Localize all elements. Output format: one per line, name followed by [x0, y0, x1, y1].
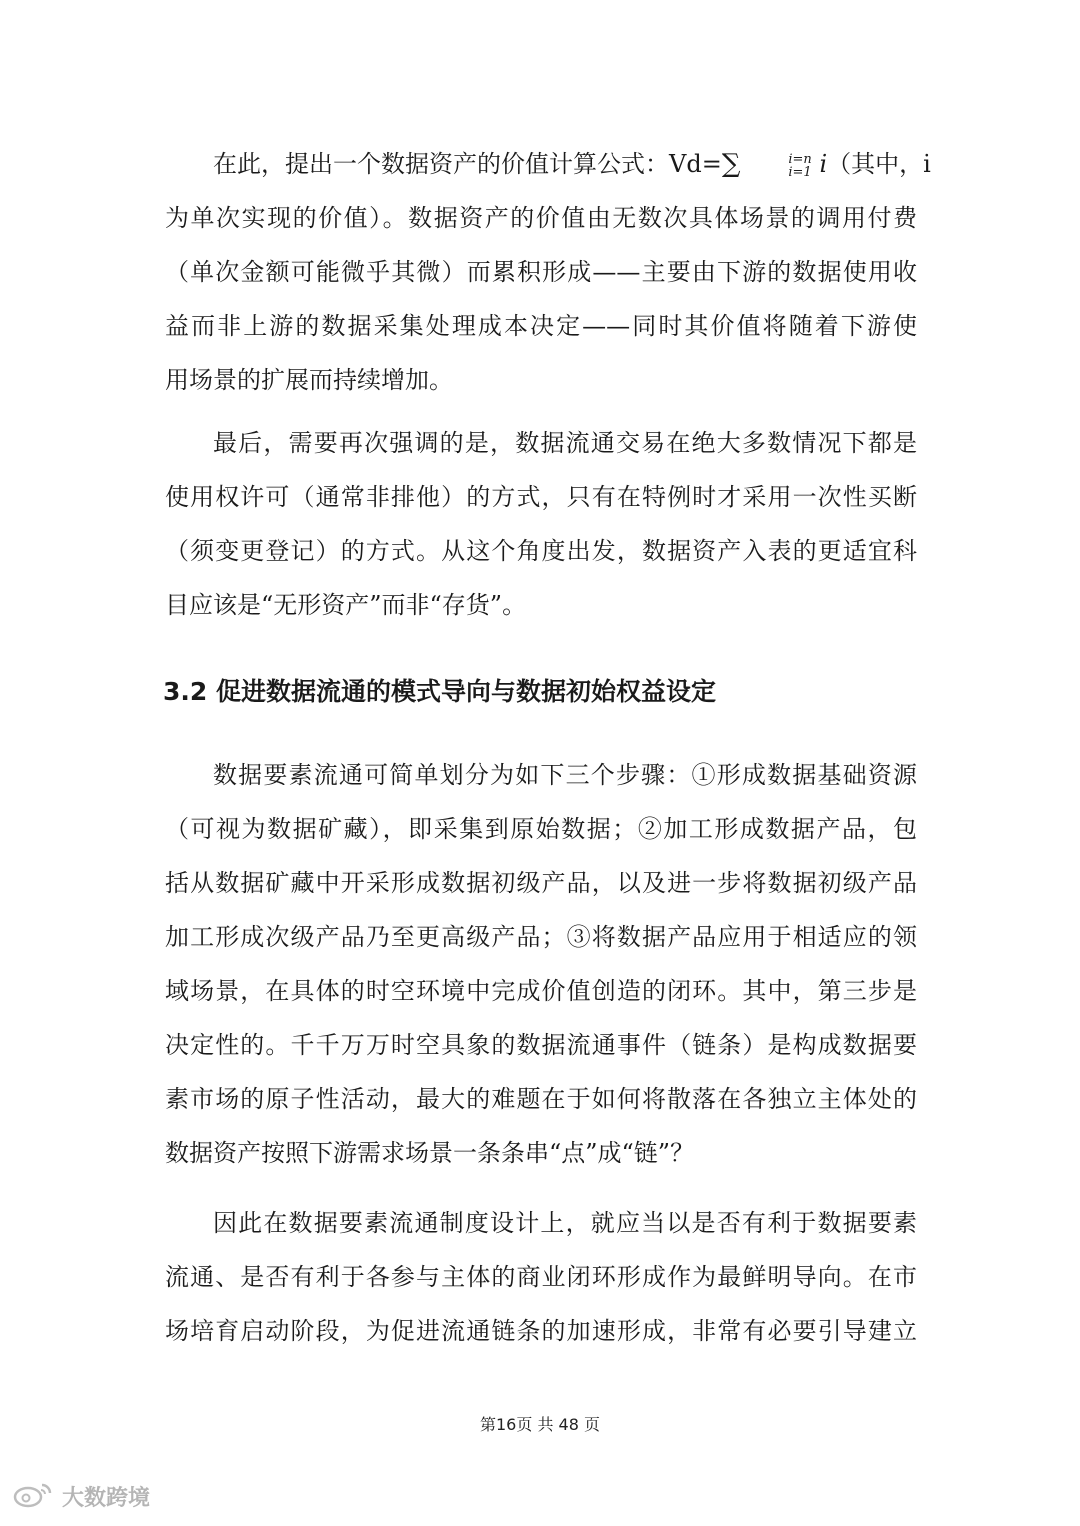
- paragraph-line: 场培育启动阶段，为促进流通链条的加速形成，非常有必要引导建立: [165, 1317, 917, 1345]
- paragraph-institution-design: [165, 1196, 917, 1358]
- paragraph-line: 目应该是“无形资产”而非“存货”。: [165, 591, 527, 619]
- paragraph-line: 益而非上游的数据采集处理成本决定——同时其价值将随着下游使: [165, 312, 917, 340]
- watermark: [12, 1478, 150, 1514]
- paragraph-line: 括从数据矿藏中开采形成数据初级产品，以及进一步将数据初级产品: [165, 869, 917, 897]
- formula-prefix: 在此，提出一个数据资产的价值计算公式：Vd=: [213, 150, 722, 178]
- paragraph-usage-rights: [165, 416, 917, 632]
- section-heading: 3.2 促进数据流通的模式导向与数据初始权益设定: [163, 677, 716, 706]
- paragraph-line: 加工形成次级产品乃至更高级产品；③将数据产品应用于相适应的领: [165, 923, 917, 951]
- sum-symbol: ∑: [721, 149, 741, 179]
- paragraph-line: 用场景的扩展而持续增加。: [165, 366, 453, 394]
- sum-variable: i: [811, 150, 828, 178]
- sum-upper: i=n: [788, 151, 812, 167]
- paragraph-line: 素市场的原子性活动，最大的难题在于如何将散落在各独立主体处的: [165, 1085, 917, 1113]
- paragraph-circulation-steps: [165, 748, 917, 1180]
- formula-suffix: （其中，i: [827, 150, 931, 178]
- sum-limits: [740, 153, 811, 179]
- paragraph-line: 数据资产按照下游需求场景一条条串“点”成“链”？: [165, 1139, 695, 1167]
- paragraph-line: 使用权许可（通常非排他）的方式，只有在特例时才采用一次性买断: [165, 483, 917, 511]
- watermark-text: 大数跨境: [62, 1485, 151, 1511]
- paragraph-line: （须变更登记）的方式。从这个角度出发，数据资产入表的更适宜科: [165, 537, 917, 565]
- paragraph-line: 数据要素流通可简单划分为如下三个步骤：①形成数据基础资源: [213, 761, 917, 789]
- weibo-logo-icon: [12, 1479, 56, 1513]
- paragraph-line: 最后，需要再次强调的是，数据流通交易在绝大多数情况下都是: [213, 429, 917, 457]
- paragraph-line: （单次金额可能微乎其微）而累积形成——主要由下游的数据使用收: [165, 258, 917, 286]
- paragraph-line: 决定性的。千千万万时空具象的数据流通事件（链条）是构成数据要: [165, 1031, 917, 1059]
- paragraph-line: （可视为数据矿藏），即采集到原始数据；②加工形成数据产品，包: [165, 815, 917, 843]
- sum-lower: i=1: [788, 164, 812, 180]
- paragraph-line: 域场景，在具体的时空环境中完成价值创造的闭环。其中，第三步是: [165, 977, 917, 1005]
- paragraph-line: 因此在数据要素流通制度设计上，就应当以是否有利于数据要素: [213, 1209, 917, 1237]
- paragraph-value-formula: [165, 137, 931, 407]
- paragraph-line: 流通、是否有利于各参与主体的商业闭环形成作为最鲜明导向。在市: [165, 1263, 917, 1291]
- formula-line: [165, 137, 931, 191]
- page-number-footer: 第16页 共 48 页: [480, 1415, 600, 1434]
- paragraph-line: 为单次实现的价值）。数据资产的价值由无数次具体场景的调用付费: [165, 204, 917, 232]
